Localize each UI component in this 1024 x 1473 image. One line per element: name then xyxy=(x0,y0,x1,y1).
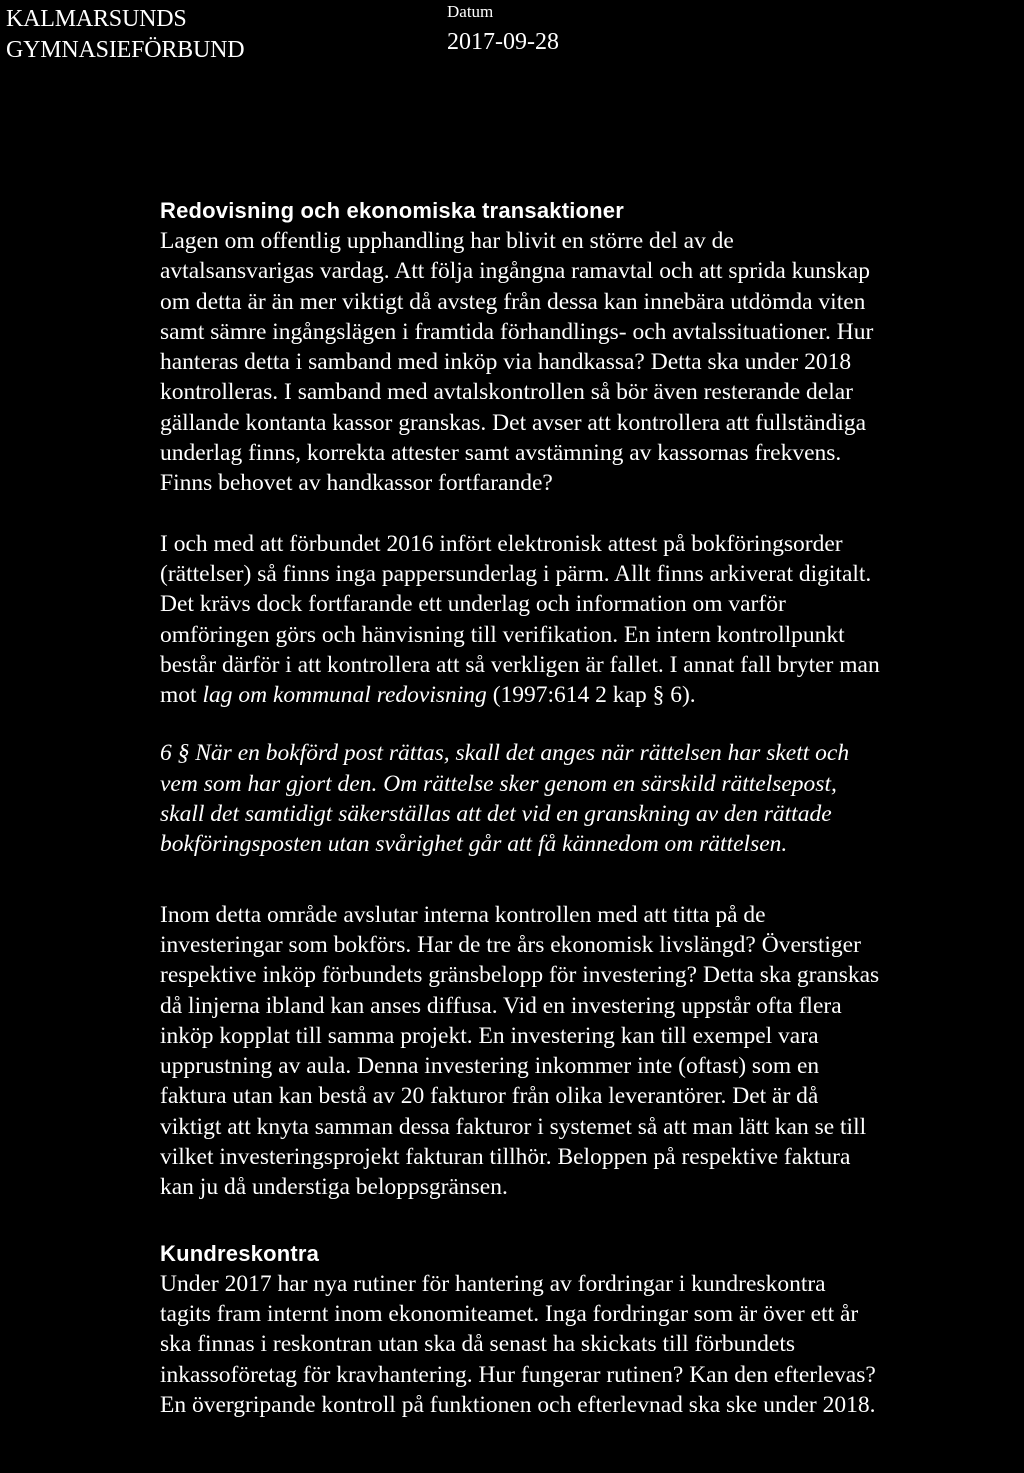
text-line: omföringen görs och hänvisning till verifikation. En intern kontrollpunkt xyxy=(160,621,845,648)
text-line: hanteras detta i samband med inköp via handkassa? Detta ska under 2018 xyxy=(160,349,852,376)
text-line: Lagen om offentlig upphandling har blivit en större del av de xyxy=(160,228,734,254)
text-line: samt sämre ingångslägen i framtida förhandlings- och avtalssituationer. Hur xyxy=(160,318,874,345)
text-line: respektive inköp förbundets gränsbelopp för investering? Detta ska granskas xyxy=(160,962,880,989)
law-reference: lag om kommunal redovisning xyxy=(202,682,487,709)
text-line: avtalsansvarigas vardag. Att följa ingångna ramavtal och att sprida kunskap xyxy=(160,258,871,285)
organization-name xyxy=(6,4,244,66)
text-line: Finns behovet av handkassor fortfarande? xyxy=(160,470,553,497)
text-line: ska finnas i reskontran utan ska då senast ha skickats till förbundets xyxy=(160,1331,796,1358)
text-line xyxy=(160,680,1024,710)
document-body xyxy=(160,196,1024,1420)
text-line: om detta är än mer viktigt då avsteg från dessa kan innebära utdömda viten xyxy=(160,288,866,315)
section-heading-kundreskontra: Kundreskontra xyxy=(160,1240,320,1266)
quote-line: bokföringsposten utan svårighet går att få kännedom om rättelsen. xyxy=(160,831,788,858)
text-line: Det krävs dock fortfarande ett underlag och information om varför xyxy=(160,591,786,618)
text-line: En övergripande kontroll på funktionen och efterlevnad ska ske under 2018. xyxy=(160,1391,876,1418)
org-line-2: GYMNASIEFÖRBUND xyxy=(6,37,245,63)
text-fragment: (1997:614 2 kap § 6). xyxy=(486,682,696,709)
text-line: (rättelser) så finns inga pappersunderlag i pärm. Allt finns arkiverat digitalt. xyxy=(160,560,872,587)
text-line: inköp kopplat till samma projekt. En investering kan till exempel vara xyxy=(160,1022,819,1049)
text-fragment: mot xyxy=(160,682,203,709)
date-label: Datum xyxy=(447,2,494,21)
text-line: investeringar som bokförs. Har de tre års ekonomisk livslängd? Överstiger xyxy=(160,931,861,958)
text-line: I och med att förbundet 2016 infört elektronisk attest på bokföringsorder xyxy=(160,530,843,557)
text-line: vilket investeringsprojekt fakturan tillhör. Beloppen på respektive faktura xyxy=(160,1144,851,1171)
text-line: Under 2017 har nya rutiner för hantering av fordringar i kundreskontra xyxy=(160,1270,826,1297)
quote-line: 6 § När en bokförd post rättas, skall det anges när rättelsen har skett och xyxy=(160,740,850,767)
text-line: faktura utan kan bestå av 20 fakturor från olika leverantörer. Det är då xyxy=(160,1083,819,1110)
text-line: kontrolleras. I samband med avtalskontrollen så bör även resterande delar xyxy=(160,379,853,406)
text-line: gällande kontanta kassor granskas. Det avser att kontrollera att fullständiga xyxy=(160,409,867,436)
paragraph-investeringar xyxy=(160,900,1024,1203)
text-line: inkassoföretag för kravhantering. Hur fungerar rutinen? Kan den efterlevas? xyxy=(160,1361,876,1388)
paragraph-kundreskontra xyxy=(160,1269,1024,1420)
text-line: Inom detta område avslutar interna kontrollen med att titta på de xyxy=(160,901,766,928)
text-line: viktigt att knyta samman dessa fakturor i systemet så att man lätt kan se till xyxy=(160,1113,867,1140)
text-line: består därför i att kontrollera att så verkligen är fallet. I annat fall bryter man xyxy=(160,651,880,678)
paragraph-attest xyxy=(160,529,1024,711)
paragraph-handkassa xyxy=(160,226,1024,499)
text-line: underlag finns, korrekta attester samt avstämning av kassornas frekvens. xyxy=(160,440,842,467)
text-line: kan ju då understiga beloppsgränsen. xyxy=(160,1174,508,1201)
quote-line: vem som har gjort den. Om rättelse sker genom en särskild rättelsepost, xyxy=(160,770,837,797)
text-line: tagits fram internt inom ekonomiteamet. Inga fordringar som är över ett år xyxy=(160,1300,859,1327)
text-line: upprustning av aula. Denna investering inkommer inte (oftast) som en xyxy=(160,1053,820,1080)
text-line: då linjerna ibland kan anses diffusa. Vid en investering uppstår ofta flera xyxy=(160,992,842,1019)
law-quote xyxy=(160,738,1024,859)
date-value: 2017-09-28 xyxy=(447,29,559,55)
org-line-1: KALMARSUNDS xyxy=(6,6,187,32)
quote-line: skall det samtidigt säkerställas att det vid en granskning av den rättade xyxy=(160,801,832,828)
section-heading-redovisning: Redovisning och ekonomiska transaktioner xyxy=(160,198,625,223)
